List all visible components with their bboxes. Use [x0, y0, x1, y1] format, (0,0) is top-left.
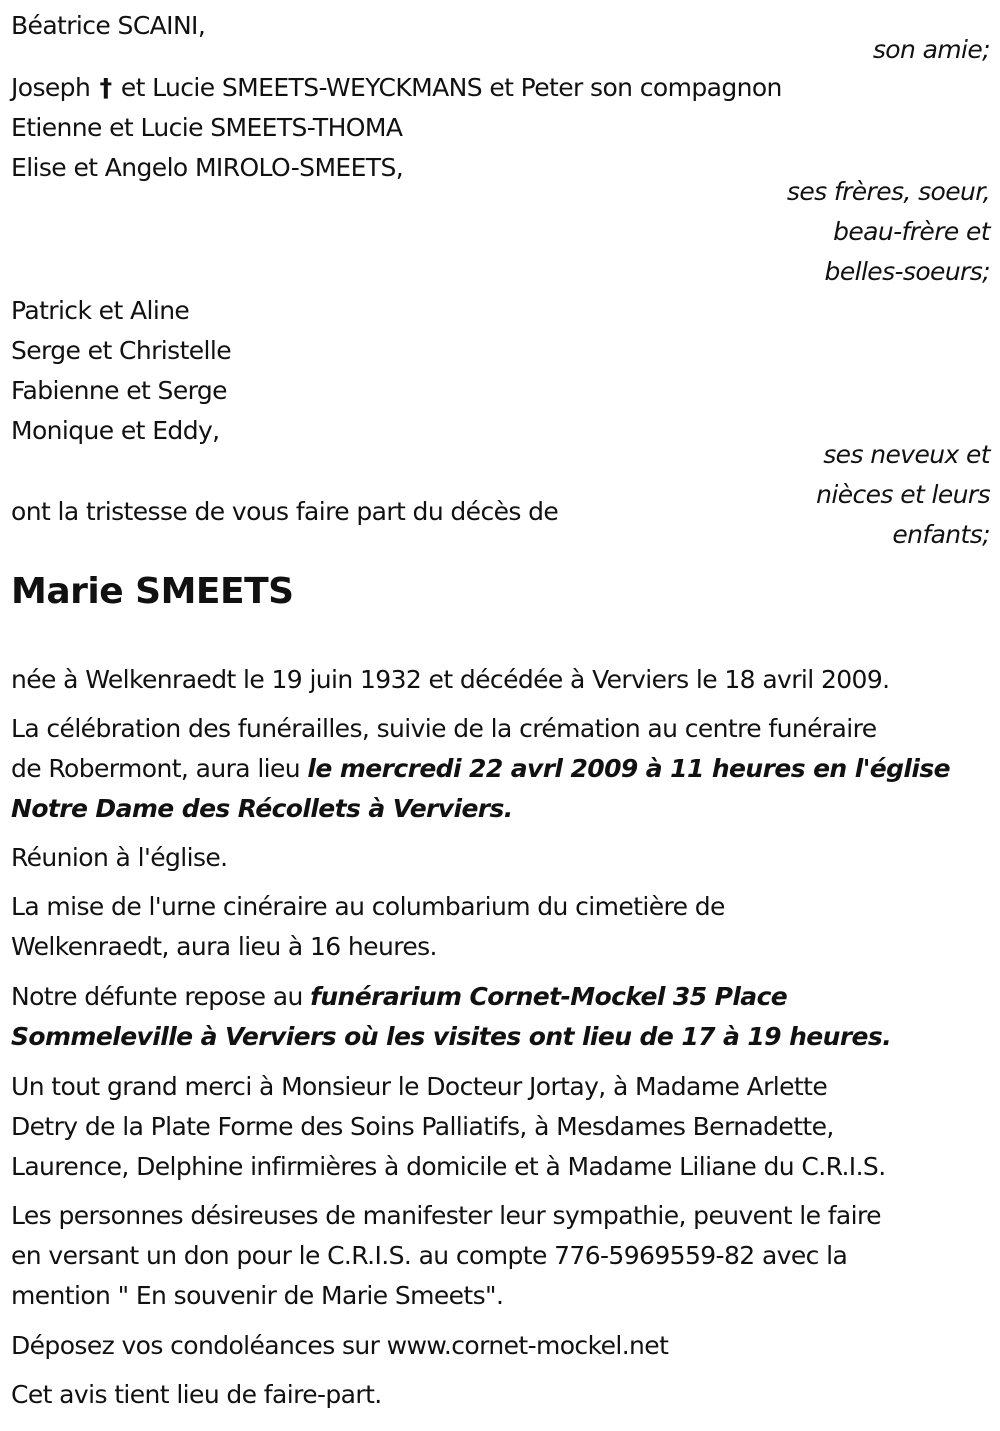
condolences-paragraph: [11, 1326, 991, 1366]
rest-line-1: [11, 977, 991, 1017]
donation-line-1: Les personnes désireuses de manifester leur sympathie, peuvent le faire: [11, 1201, 881, 1230]
meeting-text: Réunion à l'église.: [11, 843, 228, 872]
birth-death-text: née à Welkenraedt le 19 juin 1932 et décédée à Verviers le 18 avril 2009.: [11, 665, 890, 694]
friend-names: Béatrice SCAINI,: [11, 11, 206, 40]
rest-paragraph: [11, 977, 991, 1057]
donation-line-2: en versant un don pour le C.R.I.S. au compte 776-5969559-82 avec la: [11, 1241, 848, 1270]
thanks-line-2: Detry de la Plate Forme des Soins Palliatifs, à Mesdames Bernadette,: [11, 1112, 834, 1141]
donation-line-3: mention " En souvenir de Marie Smeets".: [11, 1281, 504, 1310]
ceremony-line-2: [11, 749, 991, 789]
thanks-line-3: Laurence, Delphine infirmières à domicile et à Madame Liliane du C.R.I.S.: [11, 1152, 886, 1181]
friend-relation: son amie;: [872, 35, 990, 64]
urn-line-2: Welkenraedt, aura lieu à 16 heures.: [11, 932, 437, 961]
nephew-line-1: Patrick et Aline: [11, 296, 190, 325]
rest-line-1-plain: Notre défunte repose au: [11, 982, 311, 1011]
meeting-paragraph: [11, 838, 991, 878]
sibling-line-1-rest: et Lucie SMEETS-WEYCKMANS et Peter son compagnon: [120, 73, 782, 102]
condolences-text: Déposez vos condoléances sur www.cornet-mockel.net: [11, 1331, 669, 1360]
deceased-name: Marie SMEETS: [11, 571, 294, 612]
birth-death-paragraph: [11, 660, 991, 700]
nephews-relation-1: ses neveux et: [823, 440, 990, 469]
ceremony-paragraph: [11, 709, 991, 829]
visiting-hours: Sommeleville à Verviers où les visites ont lieu de 17 à 19 heures.: [11, 1022, 892, 1051]
thanks-line-1: Un tout grand merci à Monsieur le Docteur Jortay, à Madame Arlette: [11, 1072, 828, 1101]
thanks-paragraph: [11, 1067, 991, 1187]
nephews-relation-3: enfants;: [892, 520, 990, 549]
sibling-name-joseph: Joseph: [11, 73, 91, 102]
closing-text: Cet avis tient lieu de faire-part.: [11, 1380, 382, 1409]
ceremony-location: Notre Dame des Récollets à Verviers.: [11, 794, 513, 823]
cross-icon: †: [99, 73, 112, 102]
funeral-home-address: funérarium Cornet-Mockel 35 Place: [310, 982, 788, 1011]
urn-line-1: La mise de l'urne cinéraire au columbarium du cimetière de: [11, 892, 725, 921]
siblings-relation-3: belles-soeurs;: [824, 257, 990, 286]
nephew-line-4: Monique et Eddy,: [11, 416, 220, 445]
ceremony-line-1: La célébration des funérailles, suivie de la crémation au centre funéraire: [11, 714, 877, 743]
ceremony-line-2-plain: de Robermont, aura lieu: [11, 754, 308, 783]
siblings-relation-1: ses frères, soeur,: [786, 177, 990, 206]
nephew-line-3: Fabienne et Serge: [11, 376, 227, 405]
closing-paragraph: [11, 1375, 991, 1415]
nephew-line-2: Serge et Christelle: [11, 336, 232, 365]
ceremony-date-time: le mercredi 22 avrl 2009 à 11 heures en l'église: [307, 754, 950, 783]
nephews-relation-2: nièces et leurs: [816, 480, 990, 509]
announcement-text: ont la tristesse de vous faire part du décès de: [11, 497, 559, 526]
sibling-line-2: Etienne et Lucie SMEETS-THOMA: [11, 113, 403, 142]
donation-paragraph: [11, 1196, 991, 1316]
siblings-relation-2: beau-frère et: [833, 217, 990, 246]
urn-paragraph: [11, 887, 991, 967]
sibling-line-3: Elise et Angelo MIROLO-SMEETS,: [11, 153, 404, 182]
sibling-line-1: [11, 68, 782, 108]
